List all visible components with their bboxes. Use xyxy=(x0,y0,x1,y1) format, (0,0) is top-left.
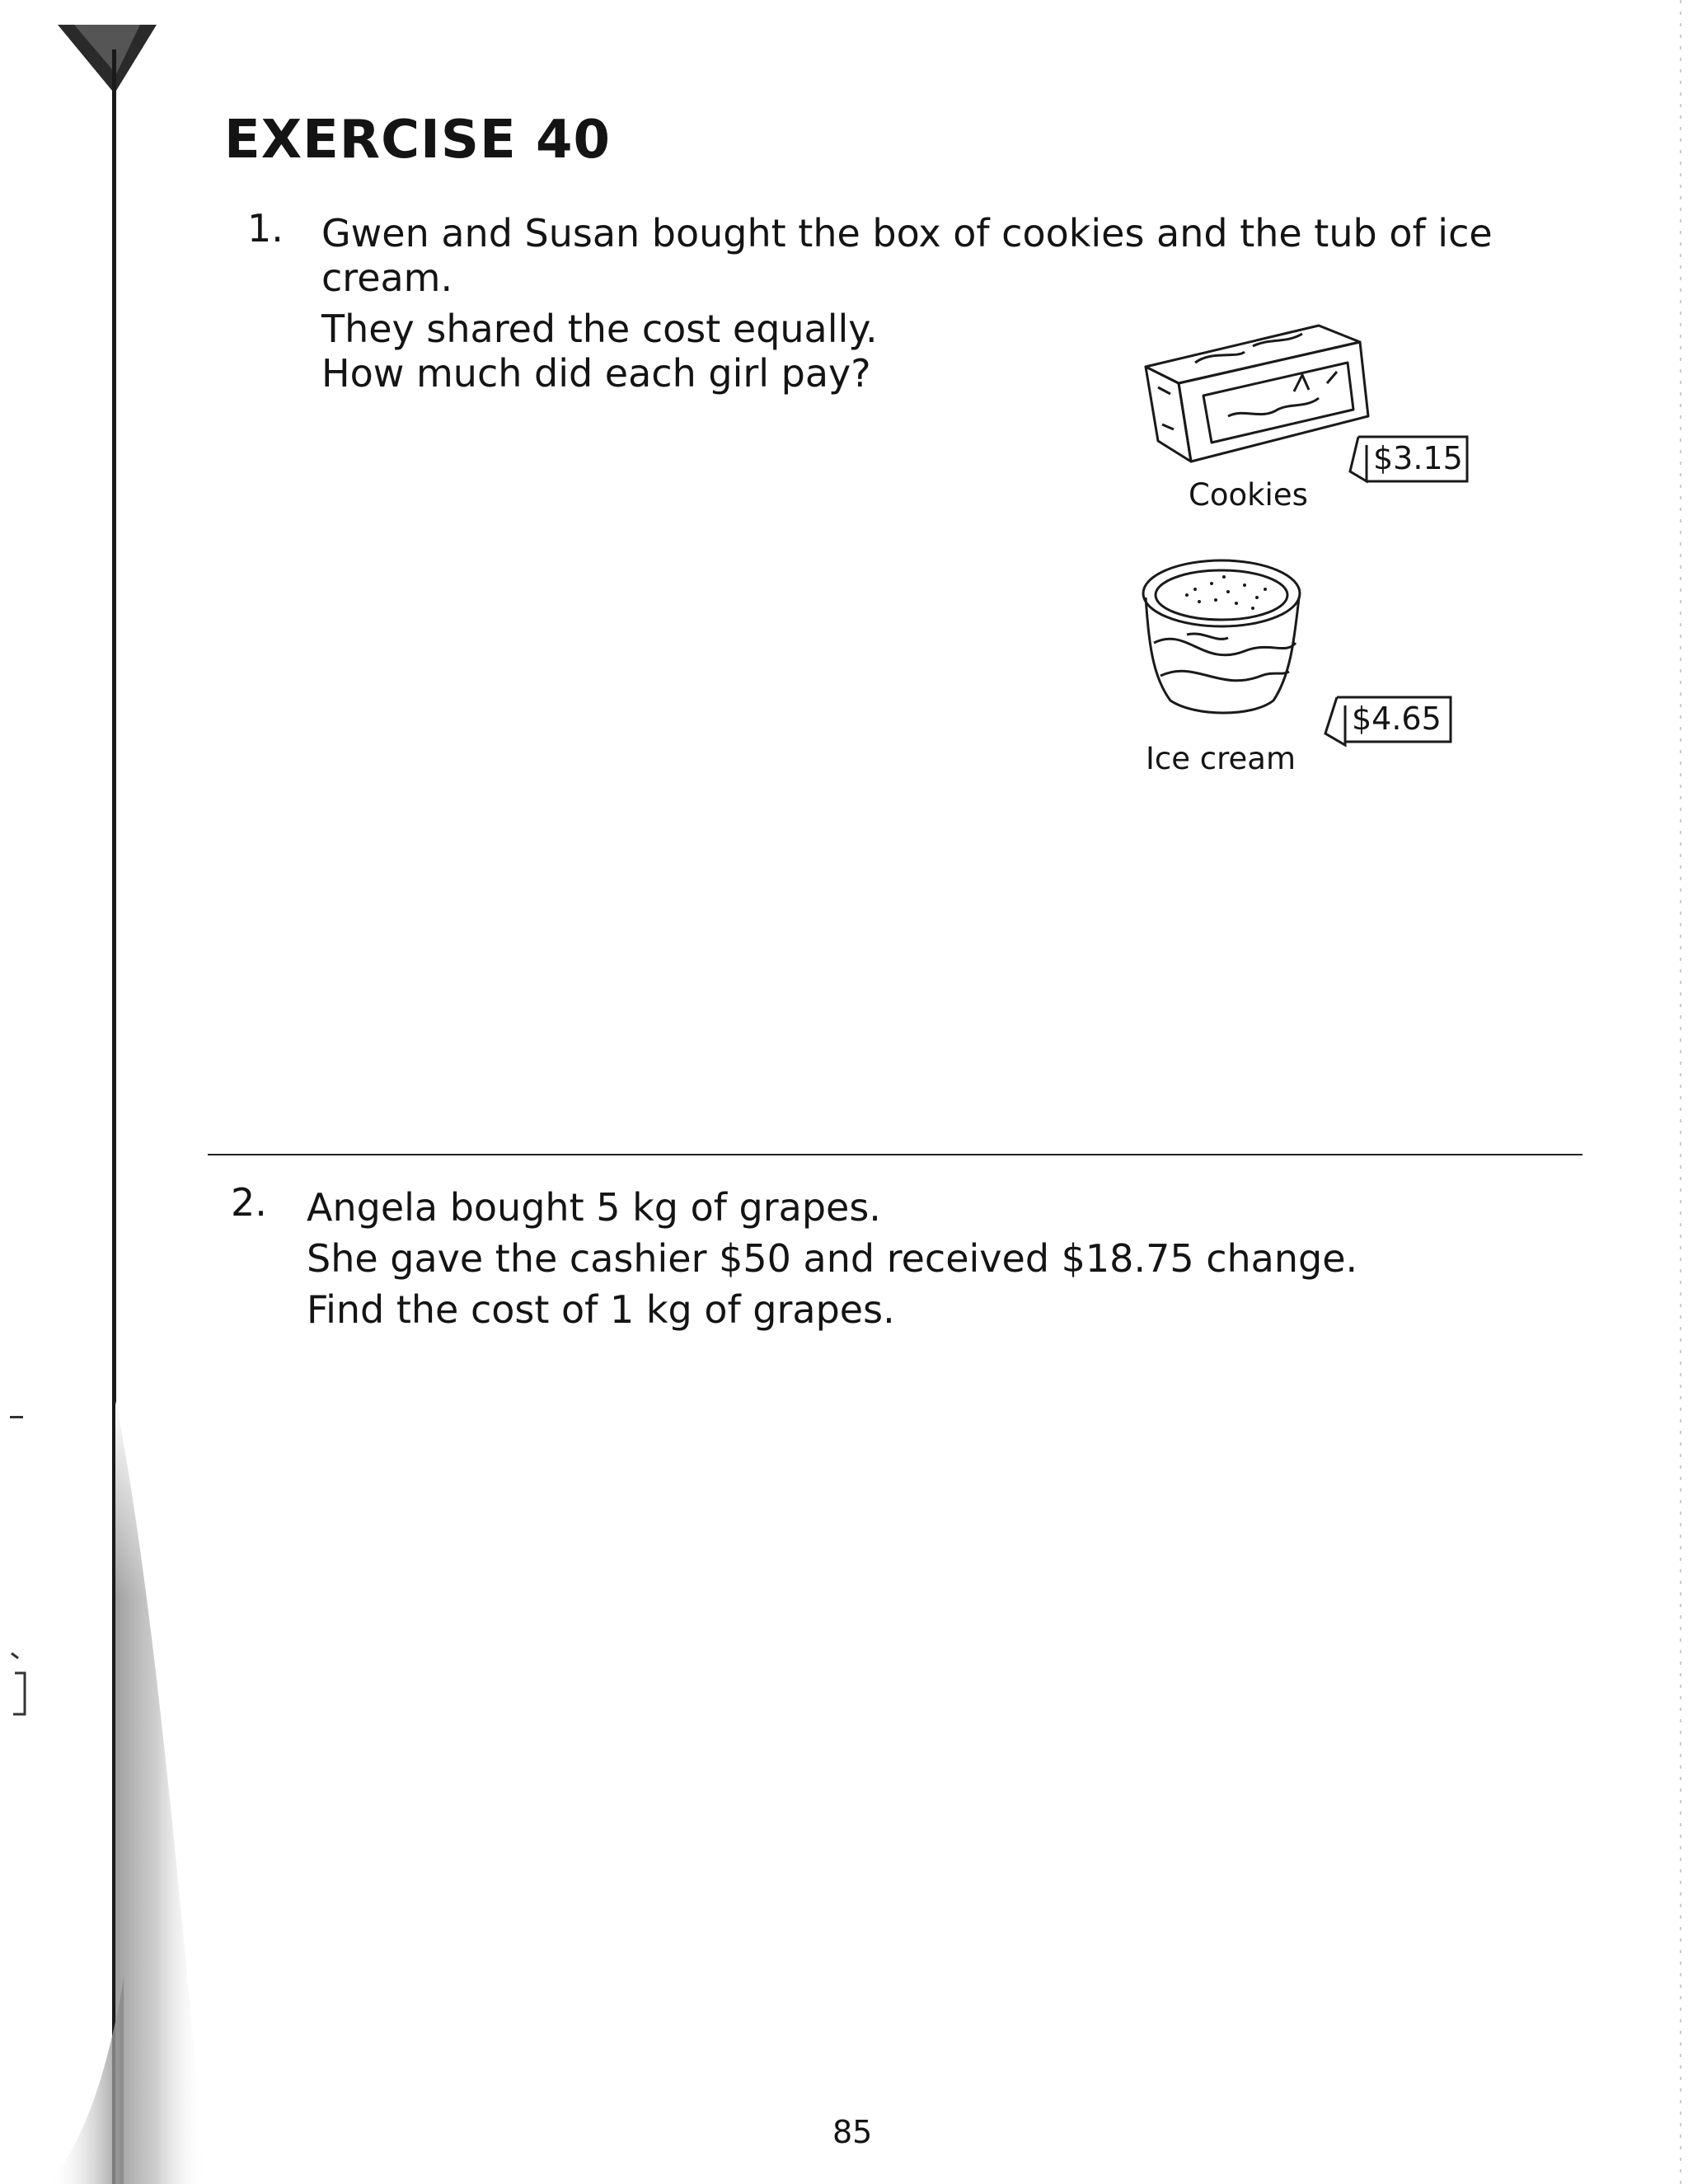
margin-bracket xyxy=(7,1648,31,1722)
ice-cream-label: Ice cream xyxy=(1146,741,1296,776)
gutter-shadow-lower xyxy=(49,1978,124,2184)
question-divider xyxy=(208,1154,1582,1155)
page-edge xyxy=(1673,0,1688,2184)
cookies-price: $3.15 xyxy=(1373,440,1463,476)
question-2-line: She gave the cashier $50 and received $18.75 change. xyxy=(307,1236,1358,1281)
question-1-line: Gwen and Susan bought the box of cookies and the tub of ice xyxy=(321,211,1493,255)
question-2-line: Find the cost of 1 kg of grapes. xyxy=(307,1287,895,1332)
cookie-box-icon xyxy=(1129,317,1376,470)
margin-mark xyxy=(10,1416,23,1418)
question-2-line: Angela bought 5 kg of grapes. xyxy=(307,1185,881,1230)
ice-cream-tub-icon xyxy=(1137,552,1306,721)
question-1-line: How much did each girl pay? xyxy=(321,351,871,396)
exercise-title: EXERCISE 40 xyxy=(224,110,611,171)
question-1-line: They shared the cost equally. xyxy=(321,307,878,351)
question-1-line: cream. xyxy=(321,255,453,300)
question-2-number: 2. xyxy=(231,1180,267,1225)
question-2-text xyxy=(307,1182,1357,1335)
cookies-label: Cookies xyxy=(1189,477,1308,513)
binding-tip xyxy=(0,0,165,99)
gutter-shadow xyxy=(115,1401,231,2184)
page-number: 85 xyxy=(832,2114,873,2150)
question-1-number: 1. xyxy=(247,206,284,251)
ice-cream-price: $4.65 xyxy=(1352,701,1442,737)
